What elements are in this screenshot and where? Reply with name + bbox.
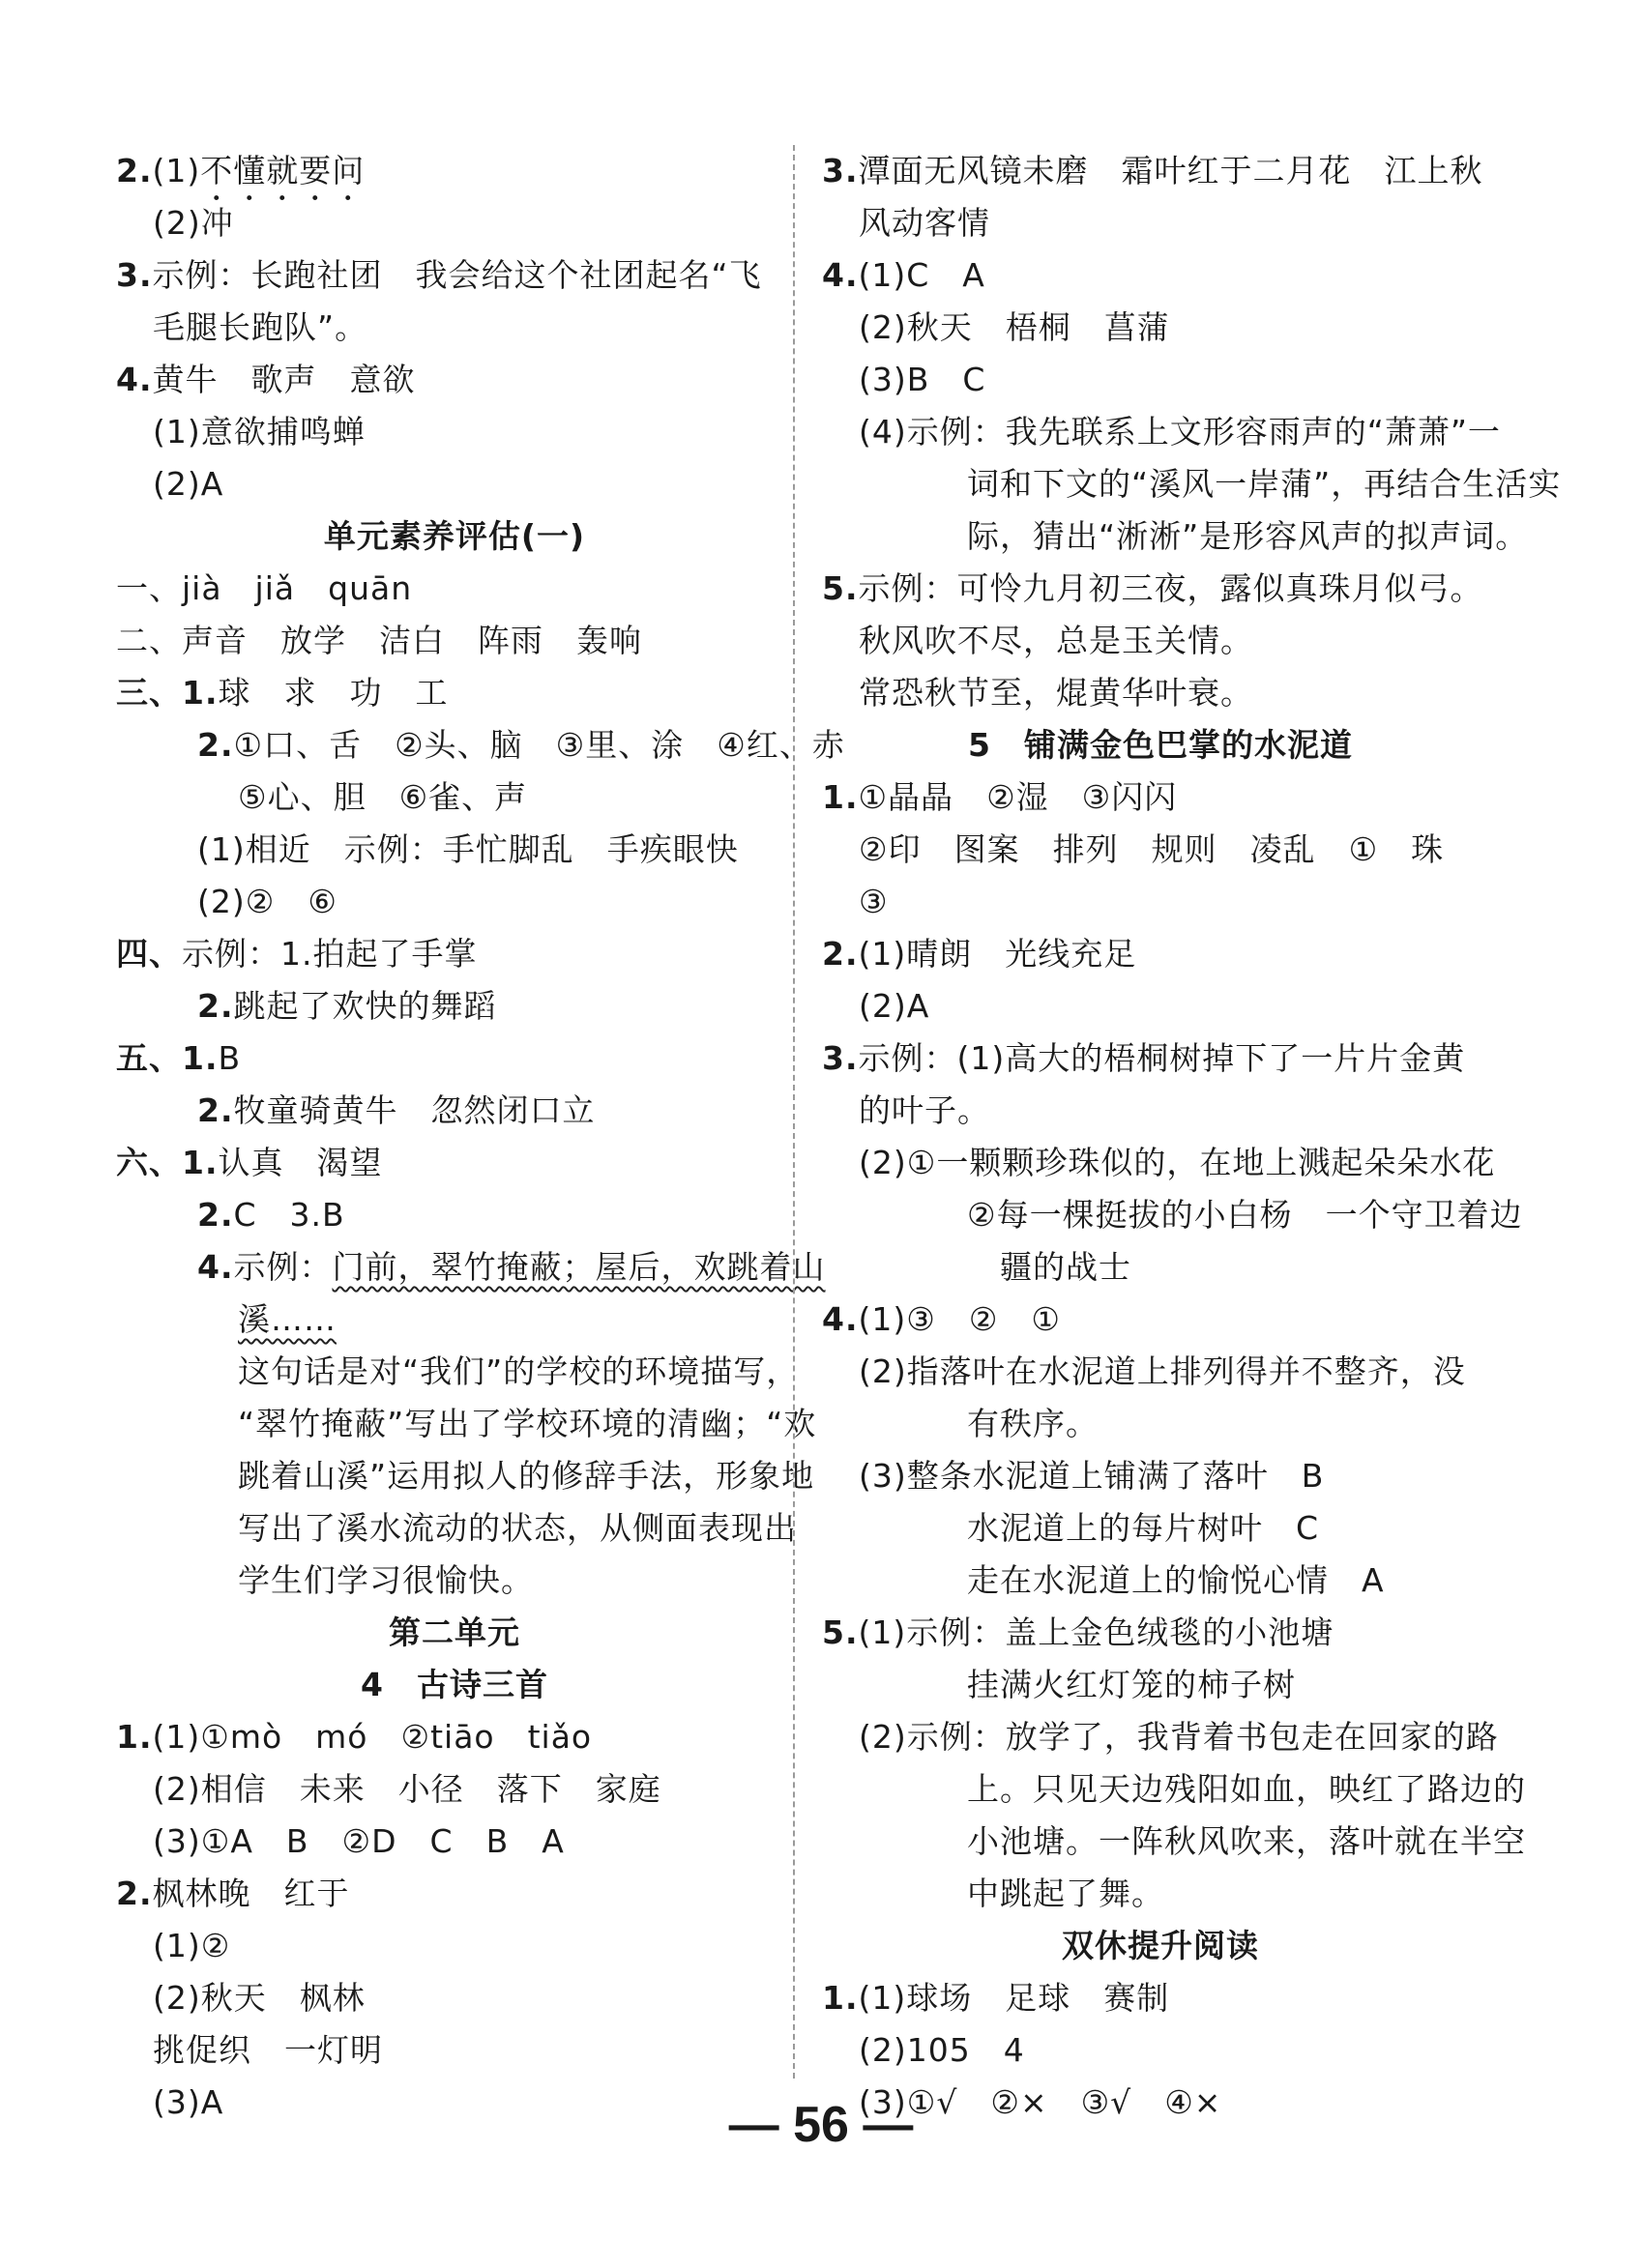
answer-line: [116, 1346, 800, 1398]
answer-line: [116, 1189, 793, 1241]
item-number: 3.: [822, 1039, 859, 1077]
answer-text: 毛腿长跑队”。: [153, 308, 368, 346]
item-number: 五、1.: [116, 1039, 219, 1077]
answer-text: 常恐秋节至，焜黄华叶衰。: [859, 674, 1253, 712]
answer-text: 示例：门前，翠竹掩蔽；屋后，欢跳着山: [233, 1248, 826, 1286]
answer-text: 走在水泥道上的愉悦心情 A: [967, 1561, 1385, 1599]
answer-line: [822, 1816, 1526, 1868]
item-number: 5.: [822, 569, 859, 607]
answer-line: [822, 824, 1499, 876]
item-number: 3.: [116, 256, 153, 294]
answer-text: 示例：长跑社团 我会给这个社团起名“飞: [152, 256, 762, 294]
answer-text: 认真 渴望: [218, 1144, 383, 1181]
answer-line: [822, 1972, 1499, 2024]
answer-text: ①口、舌 ②头、脑 ③里、涂 ④红、赤: [233, 726, 845, 764]
answer-line: [116, 667, 793, 719]
answer-line: [116, 1972, 793, 2024]
answer-text: 学生们学习很愉快。: [238, 1561, 534, 1599]
answer-line: [822, 771, 1499, 824]
answer-line: [116, 771, 793, 824]
answer-text: 上。只见天边残阳如血，映红了路边的: [967, 1770, 1526, 1808]
answer-text: C 3.B: [233, 1196, 345, 1234]
answer-line: [822, 1241, 1499, 1294]
item-number: 5.: [822, 1614, 859, 1651]
answer-text: 4 古诗三首: [361, 1666, 548, 1703]
answer-line: [822, 928, 1499, 980]
answer-line: [822, 197, 1499, 249]
answer-text: (1)意欲捕鸣蝉: [153, 413, 366, 451]
answer-text: 挂满火红灯笼的柿子树: [967, 1666, 1296, 1703]
answer-text: 有秩序。: [967, 1405, 1099, 1442]
answer-text: 秋风吹不尽，总是玉关情。: [859, 622, 1253, 659]
answer-text: (2)冲: [153, 204, 234, 242]
answer-line: [116, 928, 793, 980]
answer-text: 枫林晚 红于: [152, 1875, 350, 1912]
answer-line: [116, 1085, 793, 1137]
answer-text: 际，猜出“淅淅”是形容风声的拟声词。: [967, 517, 1529, 555]
answer-text: (3)整条水泥道上铺满了落叶 B: [859, 1457, 1325, 1495]
answer-line: [116, 1763, 793, 1816]
answer-text: (1)晴朗 光线充足: [858, 935, 1137, 973]
answer-text: 跳起了欢快的舞蹈: [233, 987, 497, 1025]
answer-line: [822, 1607, 1499, 1659]
answer-text: (3)①A B ②D C B A: [153, 1822, 565, 1860]
answer-line: [822, 2024, 1499, 2077]
answer-line: [822, 1555, 1499, 1607]
answer-text: (4)示例：我先联系上文形容雨声的“萧萧”一: [859, 413, 1501, 451]
answer-text: 的叶子。: [859, 1091, 990, 1129]
answer-line: [116, 1868, 793, 1920]
item-number: 2.: [822, 935, 859, 973]
answer-text: (2)A: [859, 987, 930, 1025]
answer-text: (1)相近 示例：手忙脚乱 手疾眼快: [197, 830, 739, 868]
answer-line: [116, 980, 793, 1032]
answer-line: [116, 1398, 817, 1450]
item-number: 三、1.: [116, 674, 219, 712]
answer-text: “翠竹掩蔽”写出了学校环境的清幽；“欢: [238, 1405, 817, 1442]
item-number: 4.: [116, 361, 153, 398]
answer-text: (1)③ ② ①: [858, 1300, 1061, 1338]
item-number: 3.: [822, 152, 859, 189]
answer-line: [116, 1502, 797, 1555]
answer-line: [116, 354, 793, 406]
answer-text: (1)①mò mó ②tiāo tiǎo: [152, 1718, 593, 1756]
answer-line: [116, 615, 793, 667]
item-number: 4.: [822, 256, 859, 294]
answer-text: (3)①√ ②× ③√ ④×: [859, 2083, 1222, 2121]
answer-line: [822, 249, 1499, 302]
answer-text: (1)示例：盖上金色绒毯的小池塘: [858, 1614, 1334, 1651]
answer-line: [822, 1711, 1499, 1763]
answer-text: (2)② ⑥: [197, 883, 337, 920]
answer-text: 小池塘。一阵秋风吹来，落叶就在半空: [967, 1822, 1526, 1860]
answer-text: (2)秋天 枫林: [153, 1979, 366, 2017]
emphasis-dots: 不懂就要问: [200, 152, 366, 189]
item-number: 1.: [116, 1718, 153, 1756]
answer-line: [822, 667, 1499, 719]
answer-line: [116, 1711, 793, 1763]
answer-text: ①晶晶 ②湿 ③闪闪: [858, 778, 1178, 816]
page-number: — 56 —: [728, 2097, 914, 2153]
item-number: 2.: [197, 987, 234, 1025]
answer-line: [822, 510, 1529, 563]
answer-line: [822, 1294, 1499, 1346]
answer-text: ⑤心、胆 ⑥雀、声: [238, 778, 528, 816]
answer-line: [116, 1241, 826, 1294]
answer-text: (2)105 4: [859, 2031, 1025, 2069]
answer-text: ②每一棵挺拔的小白杨 一个守卫着边: [967, 1196, 1523, 1234]
item-number: 四、: [116, 935, 182, 973]
answer-text: 二、声音 放学 洁白 阵雨 轰响: [116, 622, 642, 659]
answer-text: [238, 1300, 337, 1338]
answer-line: [116, 719, 845, 771]
answer-text: 示例：可怜九月初三夜，露似真珠月似弓。: [858, 569, 1483, 607]
answer-line: [116, 302, 793, 354]
answer-text: (2)示例：放学了，我背着书包走在回家的路: [859, 1718, 1499, 1756]
answer-text: ②印 图案 排列 规则 凌乱 ① 珠: [859, 830, 1445, 868]
answer-text: 单元素养评估(一): [323, 517, 586, 555]
answer-line: [822, 1346, 1499, 1398]
wavy-underline: 门前，翠竹掩蔽；屋后，欢跳着山: [332, 1248, 826, 1286]
answer-line: [116, 406, 793, 458]
answer-text: (3)A: [153, 2083, 224, 2121]
answer-line: [822, 563, 1499, 615]
answer-line: [822, 1763, 1526, 1816]
answer-line: [116, 876, 793, 928]
answer-text: ③: [859, 883, 889, 920]
item-number: 2.: [197, 1091, 234, 1129]
answer-text: (1)②: [153, 1927, 231, 1964]
item-number: 2.: [116, 152, 153, 189]
answer-text: (3)B C: [859, 361, 986, 398]
answer-line: [822, 1502, 1499, 1555]
section-heading: [116, 1607, 793, 1659]
answer-line: [822, 406, 1499, 458]
section-heading: [822, 719, 1499, 771]
section-heading: [822, 1920, 1499, 1972]
item-number: 2.: [197, 1196, 234, 1234]
answer-text: 词和下文的“溪风一岸蒲”，再结合生活实: [967, 465, 1562, 503]
answer-line: [822, 1659, 1499, 1711]
answer-text: 示例：(1)高大的梧桐树掉下了一片片金黄: [858, 1039, 1466, 1077]
answer-line: [116, 1920, 793, 1972]
answer-line: [116, 563, 793, 615]
answer-text: 挑促织 一灯明: [153, 2031, 383, 2069]
answer-text: (1)不懂就要问: [152, 152, 366, 189]
item-number: 4.: [197, 1248, 234, 1286]
answer-line: [116, 197, 793, 249]
answer-text: 5 铺满金色巴掌的水泥道: [968, 726, 1353, 764]
answer-text: 一、jià jiǎ quān: [116, 569, 413, 607]
answer-line: [116, 249, 793, 302]
answer-line: [822, 1085, 1499, 1137]
answer-line: [822, 145, 1499, 197]
answer-text: 第二单元: [389, 1614, 520, 1651]
answer-text: 跳着山溪”运用拟人的修辞手法，形象地: [238, 1457, 815, 1495]
answer-line: [116, 458, 793, 510]
answer-text: (1)球场 足球 赛制: [858, 1979, 1170, 2017]
answer-text: 水泥道上的每片树叶 C: [967, 1509, 1320, 1547]
answer-text: 这句话是对“我们”的学校的环境描写，: [238, 1352, 800, 1390]
item-number: 1.: [822, 778, 859, 816]
answer-text: 牧童骑黄牛 忽然闭口立: [233, 1091, 596, 1129]
answer-line: [822, 302, 1499, 354]
answer-line: [116, 1294, 793, 1346]
answer-text: 风动客情: [859, 204, 990, 242]
right-column: [822, 145, 1562, 2129]
answer-line: [116, 1032, 793, 1085]
answer-line: [116, 1450, 815, 1502]
answer-line: [822, 354, 1499, 406]
answer-text: (2)指落叶在水泥道上排列得并不整齐，没: [859, 1352, 1466, 1390]
answer-text: 球 求 功 工: [218, 674, 449, 712]
answer-text: B: [218, 1039, 242, 1077]
answer-text: 黄牛 歌声 意欲: [152, 361, 416, 398]
answer-line: [116, 2024, 793, 2077]
answer-line: [822, 1137, 1499, 1189]
answer-line: [116, 1137, 793, 1189]
answer-text: 中跳起了舞。: [967, 1875, 1164, 1912]
left-column: [116, 145, 845, 2129]
answer-text: (2)秋天 梧桐 菖蒲: [859, 308, 1170, 346]
answer-line: [822, 1189, 1523, 1241]
answer-text: 双休提升阅读: [1062, 1927, 1259, 1964]
wavy-underline: 溪……: [238, 1300, 337, 1338]
section-heading: [116, 1659, 793, 1711]
answer-line: [116, 1555, 793, 1607]
item-number: 1.: [822, 1979, 859, 2017]
answer-text: (2)A: [153, 465, 224, 503]
answer-line: [822, 980, 1499, 1032]
section-heading: [116, 510, 793, 563]
answer-line: [116, 145, 793, 197]
column-divider: [793, 145, 795, 2079]
answer-line: [116, 1816, 793, 1868]
item-number: 2.: [116, 1875, 153, 1912]
answer-line: [822, 1450, 1499, 1502]
answer-text: (2)相信 未来 小径 落下 家庭: [153, 1770, 661, 1808]
answer-text: 疆的战士: [967, 1248, 1131, 1286]
item-number: 4.: [822, 1300, 859, 1338]
answer-line: [822, 1868, 1499, 1920]
answer-line: [822, 1398, 1499, 1450]
answer-text: 写出了溪水流动的状态，从侧面表现出: [238, 1509, 797, 1547]
answer-text: 潭面无风镜未磨 霜叶红于二月花 江上秋: [858, 152, 1483, 189]
answer-text: (2)①一颗颗珍珠似的，在地上溅起朵朵水花: [859, 1144, 1496, 1181]
answer-line: [116, 824, 793, 876]
answer-line: [822, 876, 1499, 928]
answer-line: [822, 458, 1562, 510]
answer-line: [822, 1032, 1499, 1085]
answer-line: [822, 615, 1499, 667]
answer-text: (1)C A: [858, 256, 985, 294]
answer-text: 示例：1.拍起了手掌: [182, 935, 478, 973]
item-number: 2.: [197, 726, 234, 764]
item-number: 六、1.: [116, 1144, 219, 1181]
